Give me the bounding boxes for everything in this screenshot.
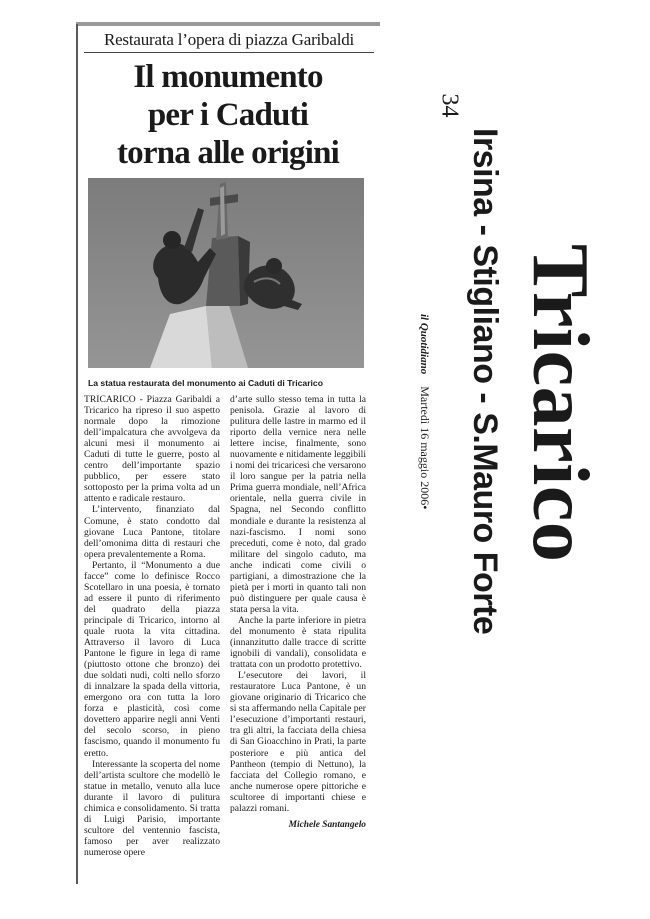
headline-line-1: Il monumento xyxy=(133,59,323,95)
paragraph: L’intervento, finanziato dal Comune, è stato condotto dal giovane Luca Pantone, titolare dell’omonima ditta di restauri che opera prevalentemente a Roma. xyxy=(84,504,220,560)
article-column-1 xyxy=(84,394,220,858)
paragraph: Interessante la scoperta del nome dell’artista scultore che modellò le statue in metallo, venuto alla luce durante il lavoro di pulitura chimica e consolidamento. Si tratta di Luigi Parisio, importante scultore del ventennio fascista, famoso per aver realizzato numerose opere xyxy=(84,758,220,858)
headline-line-3: torna alle origini xyxy=(116,135,340,171)
article-kicker: Restaurata l’opera di piazza Garibaldi xyxy=(103,30,355,49)
monument-photo xyxy=(88,178,364,368)
article-headline xyxy=(88,58,368,172)
article-byline: Michele Santangelo xyxy=(288,819,366,830)
paragraph: d’arte sullo stesso tema in tutta la penisola. Grazie al lavoro di pulitura delle lastre in marmo ed il riporto della vernice nera nelle lettere incise, finalmente, sono nuovamente e nitidamente leggibili i nomi dei tricaricesi che versarono il loro sangue per la patria nella Prima guerra mondiale, nell’Africa orientale, nella guerra civile in Spagna, nel Secondo conflitto mondiale e durante la resistenza al nazi-fascismo. I nomi sono preceduti, come è noto, dal grado militare del singolo caduto, ma anche indicati come civili o partigiani, a dimostrazione che la pietà per i morti in quanto tali non può distinguere per quale causa è stata persa la vita. xyxy=(230,394,366,615)
paragraph: Anche la parte inferiore in pietra del monumento è stata ripulita (innanzitutto dalle tracce di scritte ignobili di vandali), consolidata e trattata con un prodotto protettivo. xyxy=(230,614,366,671)
clipping-left-border xyxy=(76,24,78,884)
publication-date: Martedì 16 maggio 2006• xyxy=(418,386,432,510)
paragraph: L’esecutore dei lavori, il restauratore Luca Pantone, è un giovane originario di Tricarico che si sta affermando nella Capitale per l’esecuzione d’importanti restauri, tra gli altri, la facciata della chiesa di San Gioacchino in Prati, la parte posteriore e più antica del Pantheon (tempio di Nettuno), la facciata del Collegio romano, e anche numerose opere pittoriche e scultoree di importanti chiese e palazzi romani. xyxy=(230,670,366,814)
newspaper-name: il Quotidiano xyxy=(418,314,430,375)
newspaper-dateline xyxy=(417,314,432,509)
paragraph: Pertanto, il “Monumento a due facce” come lo definisce Rocco Scotellaro in una poesia, è tornato ad essere il punto di riferimento del quadrato della piazza principale di Tricarico, intorno al quale ruota la vita cittadina. Attraverso il lavoro di Luca Pantone le figure in lega di rame (piuttosto ottone che bronzo) dei due soldati nudi, colti nello sforzo di innalzare la spada della vittoria, emergono ora con tutta la loro forza e plasticità, così come dovettero apparire negli anni Venti del secolo scorso, in pieno fascismo, quando il monumento fu eretto. xyxy=(84,559,220,759)
article-column-2 xyxy=(230,394,366,831)
section-subtitle: Irsina - Stigliano - S.Mauro Forte xyxy=(466,128,504,635)
photo-caption: La statua restaurata del monumento ai Caduti di Tricarico xyxy=(88,378,323,388)
article-body xyxy=(84,394,366,880)
clipping-top-border xyxy=(76,22,380,26)
section-masthead: Tricarico xyxy=(516,244,604,563)
kicker-divider xyxy=(84,52,374,53)
paragraph: TRICARICO - Piazza Garibaldi a Tricarico ha ripreso il suo aspetto normale dopo la rimozione dell’impalcatura che avvolgeva da alcuni mesi il monumento ai Caduti di tutte le guerre, posto al centro dell’importante spazio pubblico, per essere stato sottoposto per la prima volta ad un attento e radicale restauro. xyxy=(84,394,220,505)
page-number: 34 xyxy=(436,93,463,118)
headline-line-2: per i Caduti xyxy=(147,97,309,133)
